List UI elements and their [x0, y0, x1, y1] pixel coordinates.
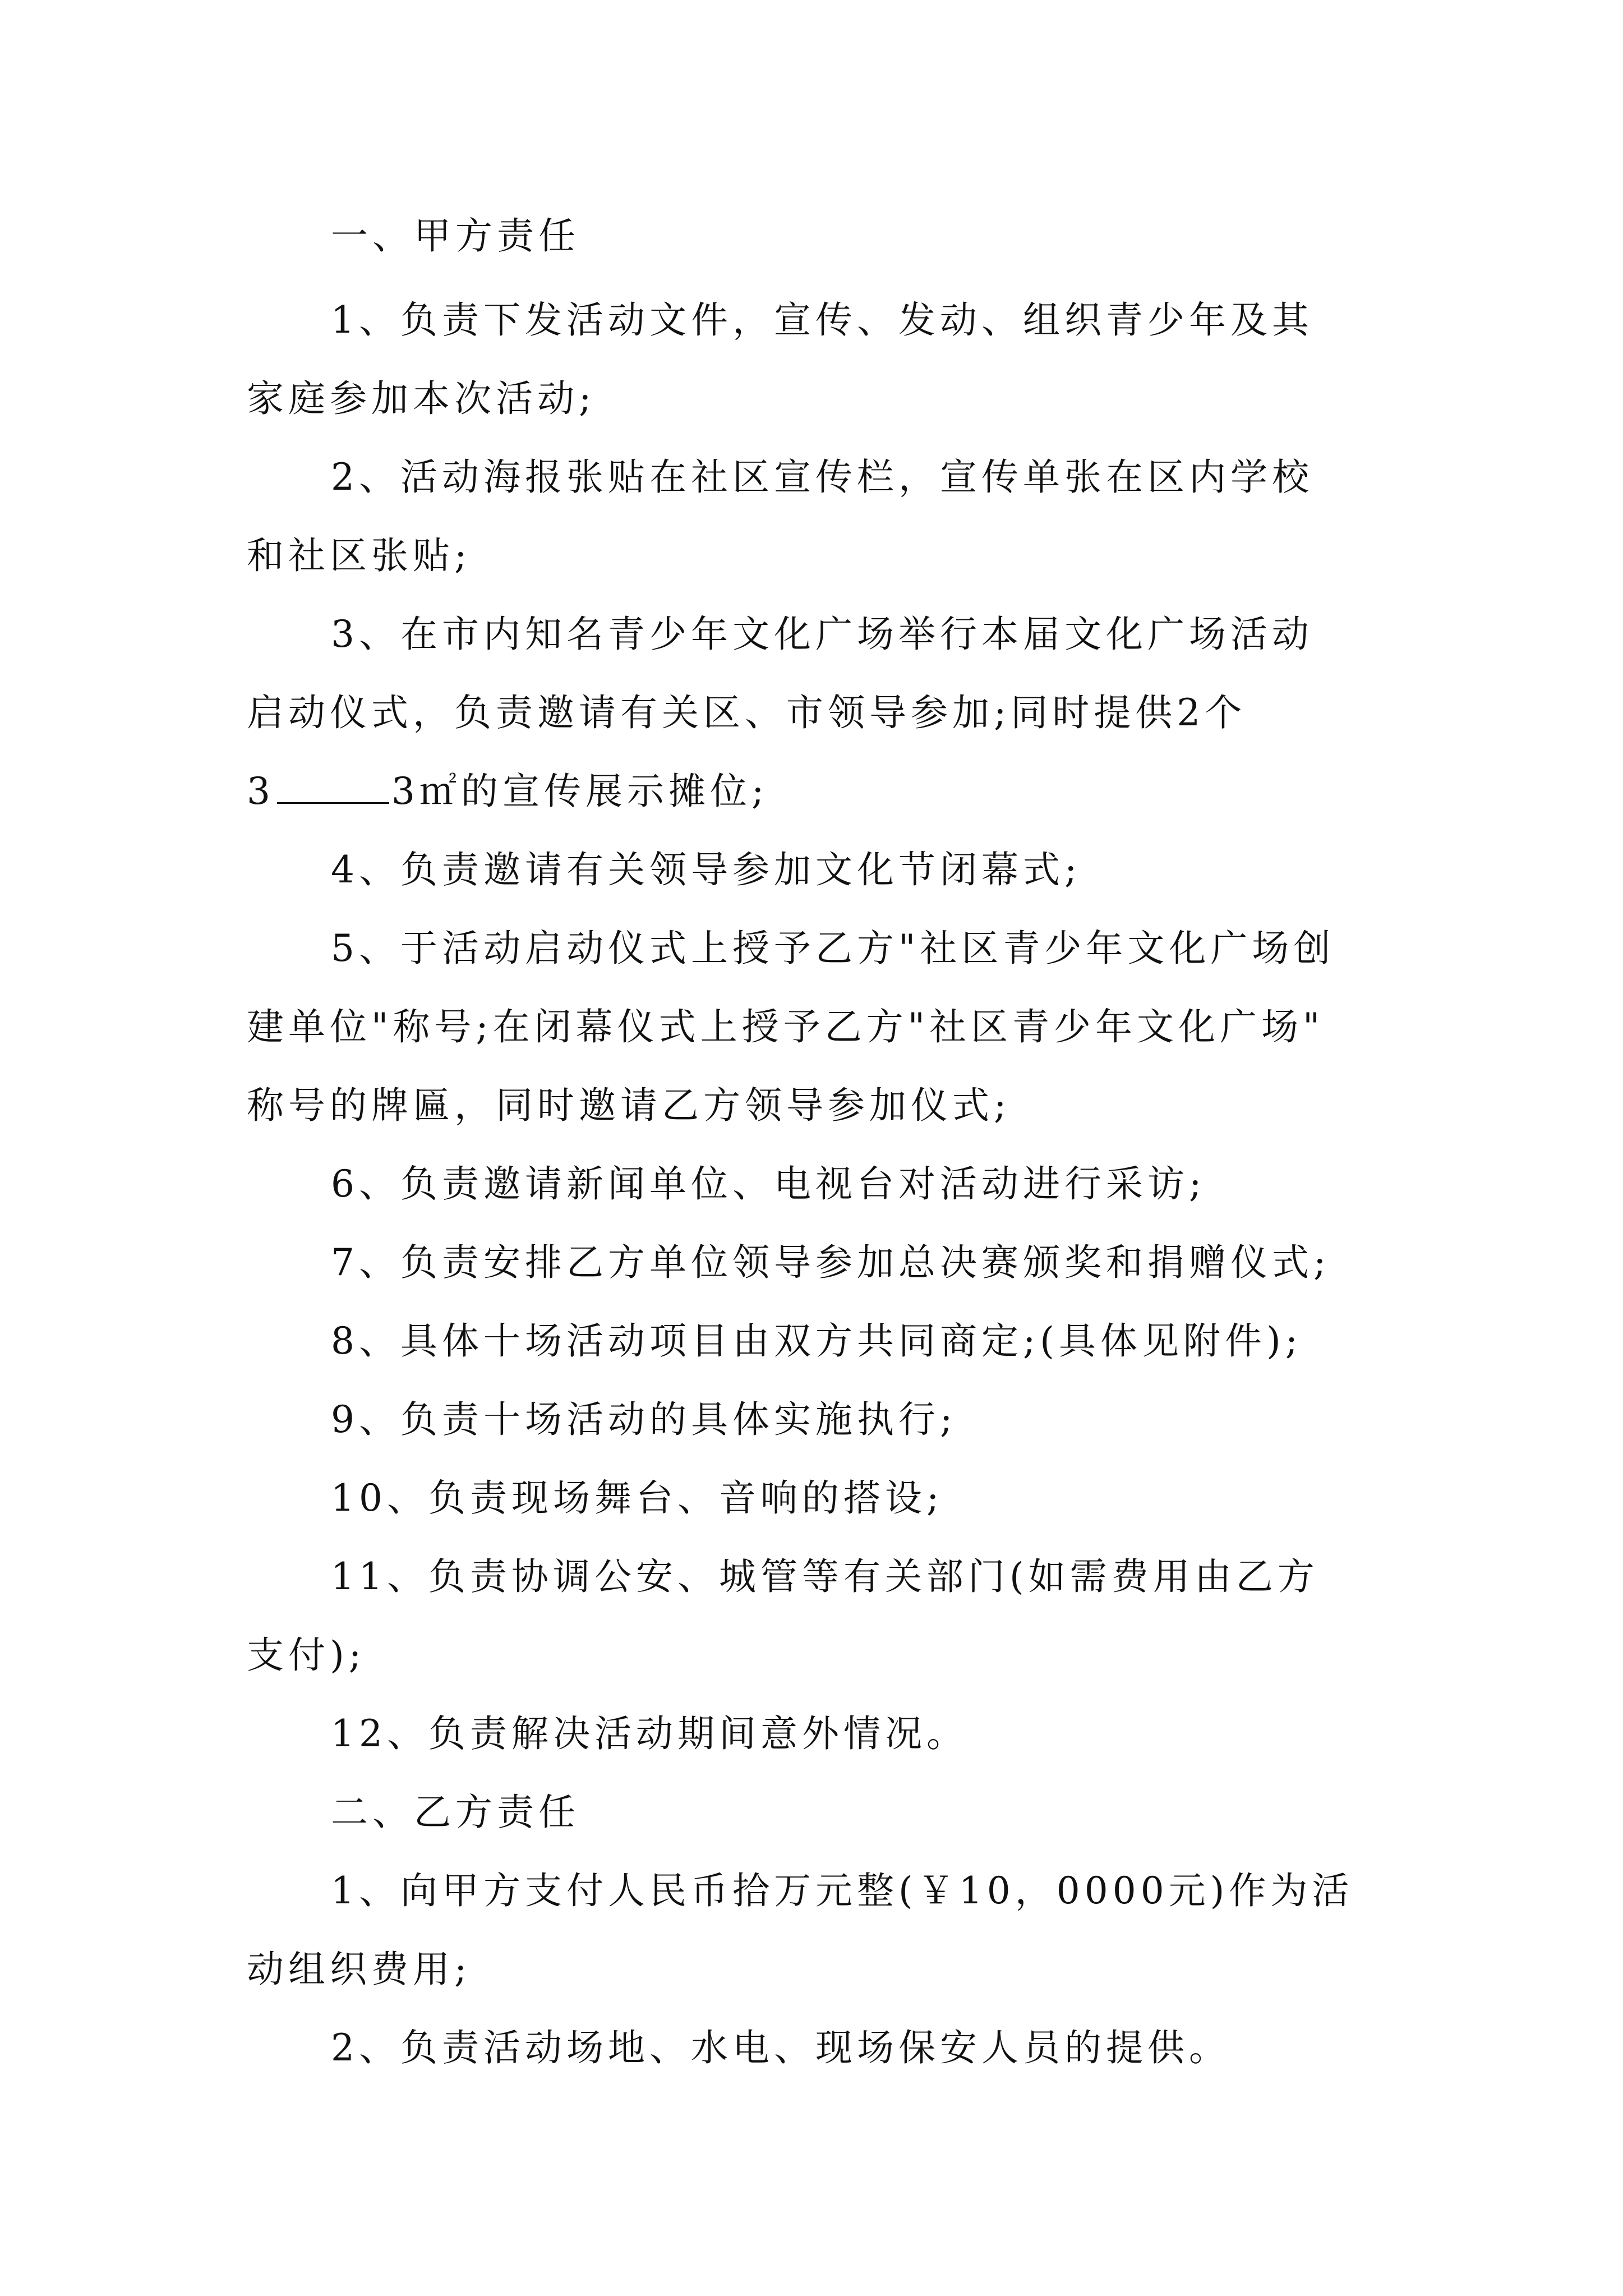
clause-7-line-1: 7、负责安排乙方单位领导参加总决赛颁奖和捐赠仪式;	[331, 1241, 1331, 1284]
clause-6-line-1: 6、负责邀请新闻单位、电视台对活动进行采访;	[331, 1162, 1206, 1205]
clause-1-line-1: 1、负责下发活动文件，宣传、发动、组织青少年及其	[331, 298, 1313, 342]
dimension-suffix: 3㎡的宣传展示摊位;	[391, 770, 769, 813]
clause-5-line-2: 建单位"称号;在闭幕仪式上授予乙方"社区青少年文化广场"	[247, 1005, 1325, 1048]
dimension-prefix: 3	[247, 770, 275, 813]
clause-3-line-3	[247, 769, 768, 815]
clause-5-line-3: 称号的牌匾，同时邀请乙方领导参加仪式;	[247, 1084, 1011, 1127]
section-heading-party-b: 二、乙方责任	[331, 1791, 580, 1834]
section-heading-party-a: 一、甲方责任	[331, 214, 580, 257]
party-b-clause-1-line-1: 1、向甲方支付人民币拾万元整(￥10，0000元)作为活	[331, 1869, 1354, 1912]
clause-11-line-1: 11、负责协调公安、城管等有关部门(如需费用由乙方	[331, 1555, 1319, 1598]
party-b-clause-2-line-1: 2、负责活动场地、水电、现场保安人员的提供。	[331, 2026, 1230, 2069]
clause-5-line-1: 5、于活动启动仪式上授予乙方"社区青少年文化广场创	[331, 927, 1335, 970]
clause-9-line-1: 9、负责十场活动的具体实施执行;	[331, 1398, 957, 1441]
clause-8-line-1: 8、具体十场活动项目由双方共同商定;(具体见附件);	[331, 1319, 1302, 1363]
clause-3-line-2: 启动仪式，负责邀请有关区、市领导参加;同时提供2个	[247, 691, 1247, 734]
fill-in-blank	[277, 771, 389, 804]
clause-2-line-1: 2、活动海报张贴在社区宣传栏，宣传单张在区内学校	[331, 455, 1313, 499]
clause-11-line-2: 支付);	[247, 1634, 366, 1677]
clause-10-line-1: 10、负责现场舞台、音响的搭设;	[331, 1476, 944, 1520]
party-b-clause-1-line-2: 动组织费用;	[247, 1948, 472, 1991]
clause-12-line-1: 12、负责解决活动期间意外情况。	[331, 1712, 968, 1755]
clause-4-line-1: 4、负责邀请有关领导参加文化节闭幕式;	[331, 848, 1082, 891]
clause-1-line-2: 家庭参加本次活动;	[247, 377, 596, 420]
clause-3-line-1: 3、在市内知名青少年文化广场举行本届文化广场活动	[331, 613, 1313, 656]
clause-2-line-2: 和社区张贴;	[247, 534, 472, 577]
